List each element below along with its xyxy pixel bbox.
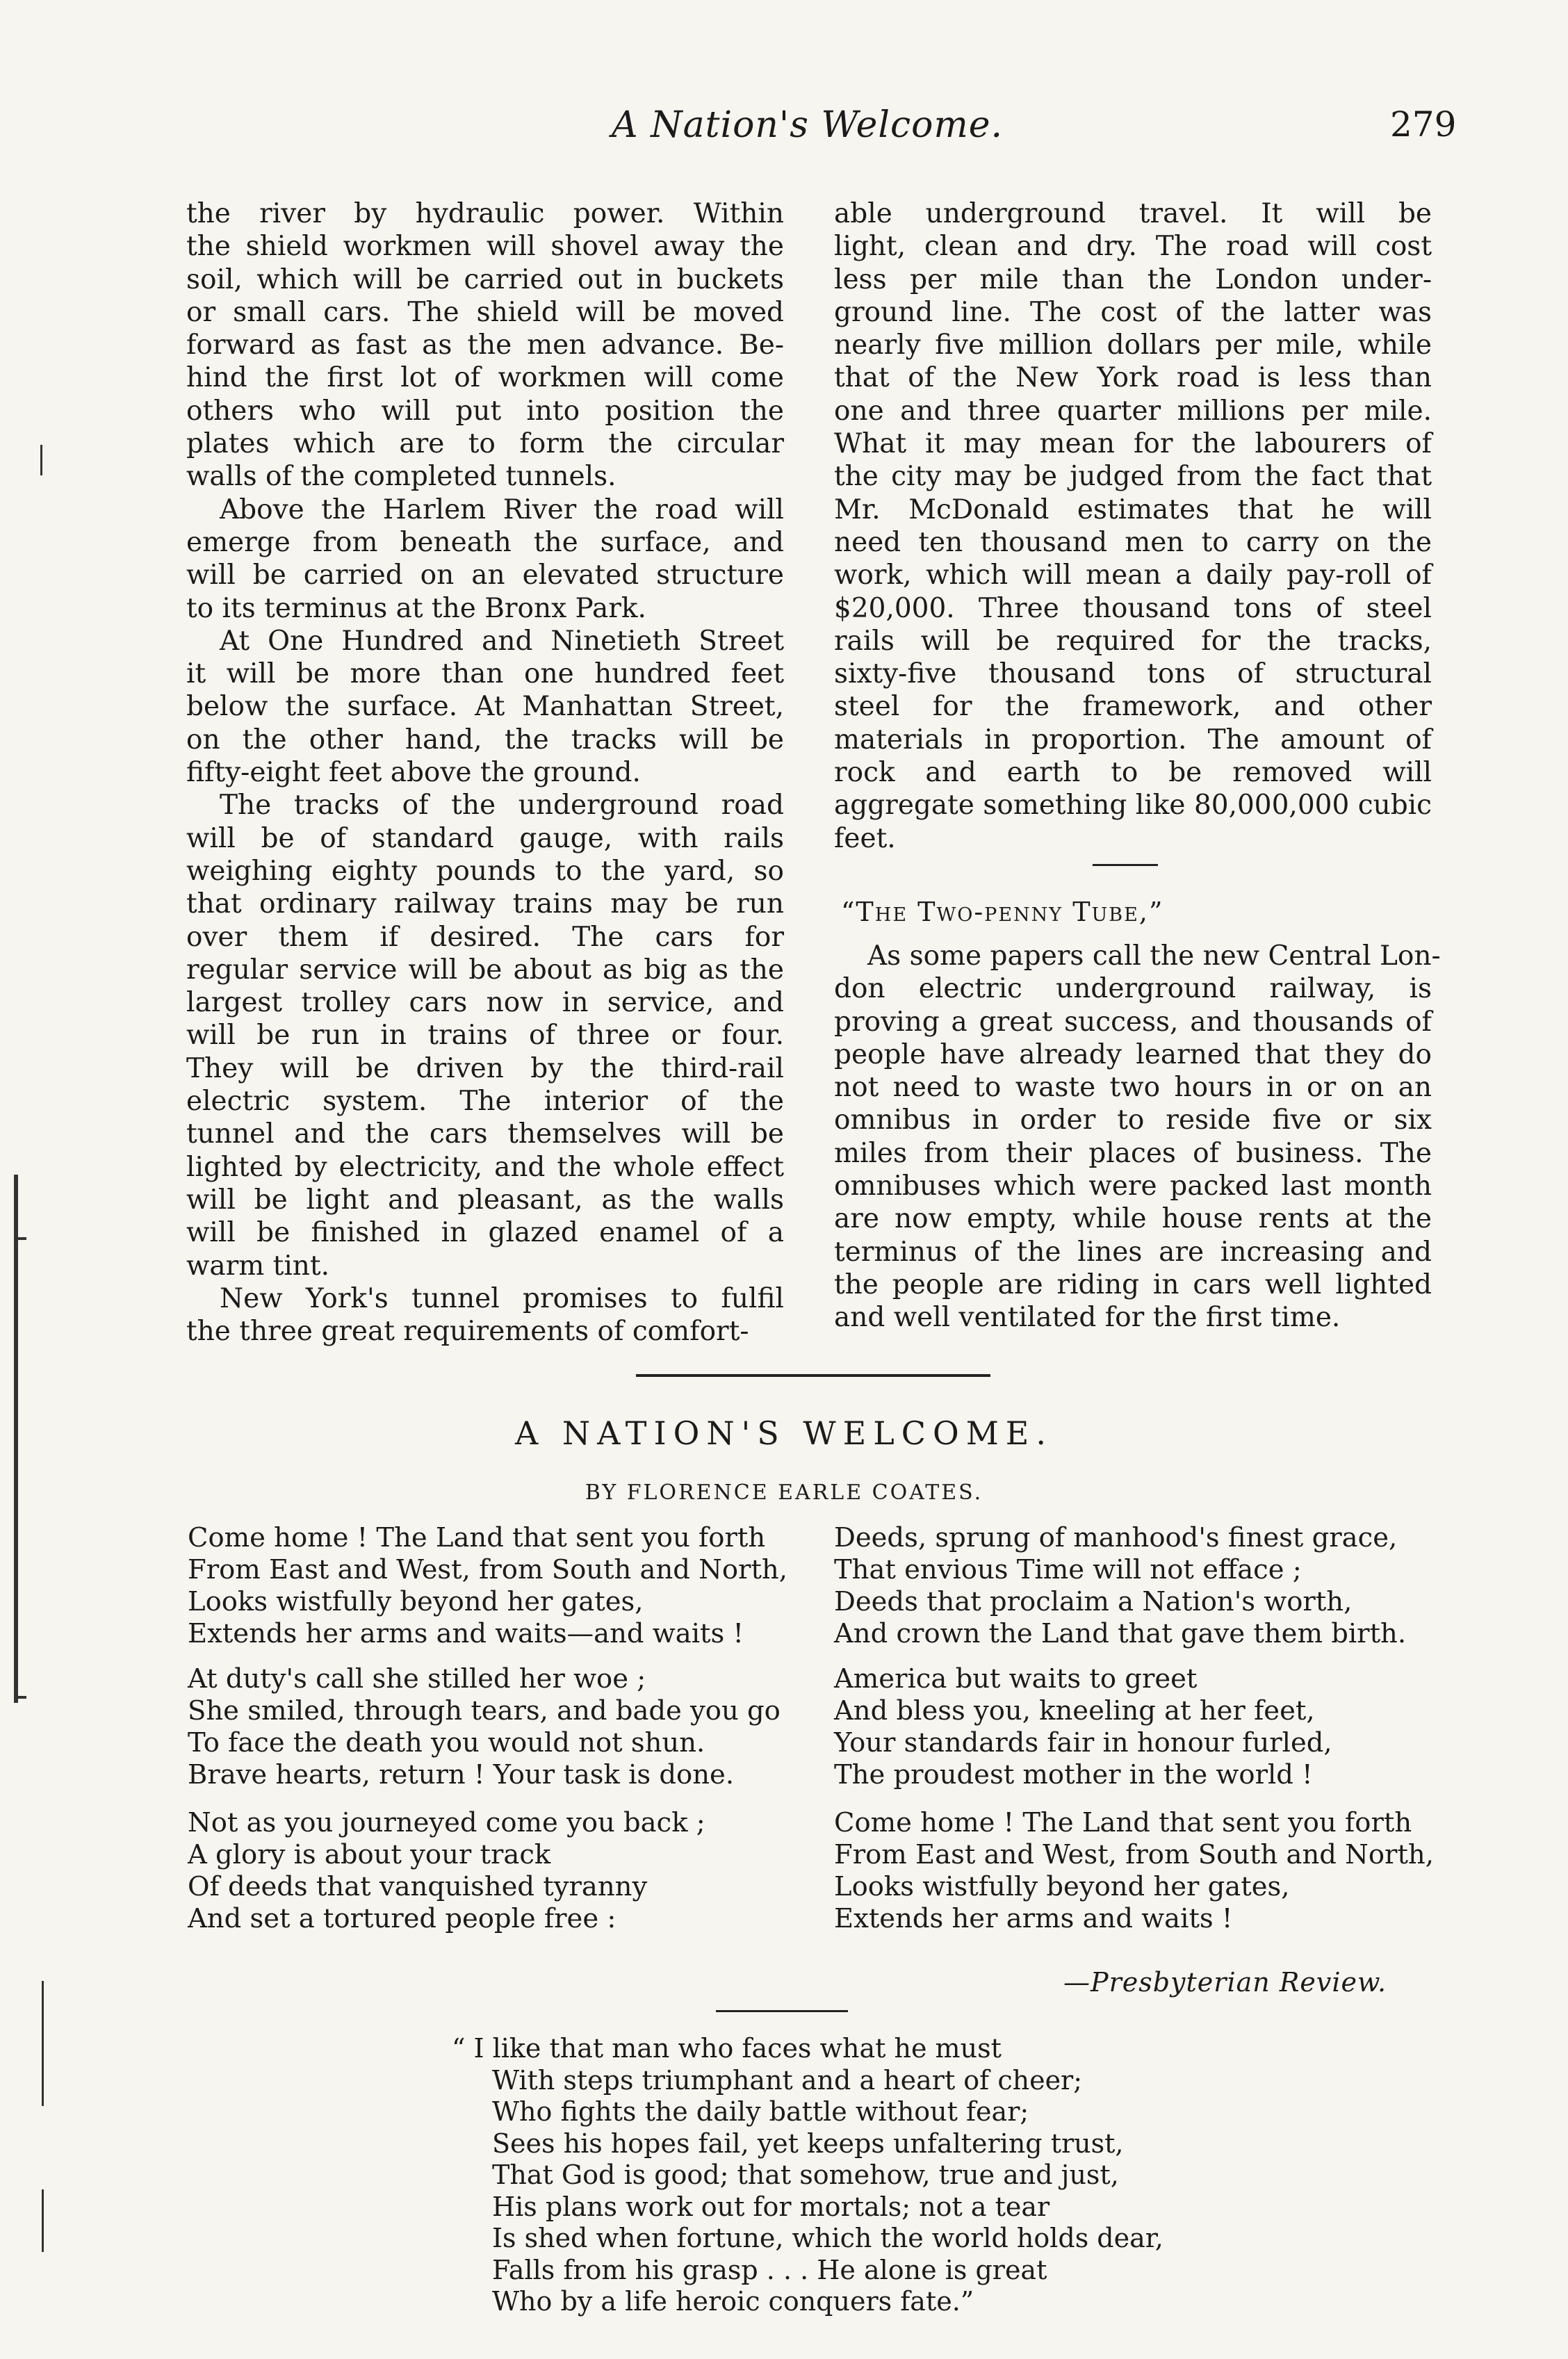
binding-tick-mark [40,445,42,475]
text-line: lighted by electricity, and the whole effect [186,1151,784,1183]
text-line: forward as fast as the men advance. Be- [186,329,784,361]
paragraph [834,940,1441,1334]
text-line: New York's tunnel promises to fulfil [220,1282,784,1314]
left-article-column [186,197,784,1348]
text-line: or small cars. The shield will be moved [186,296,784,328]
text-line: on the other hand, the tracks will be [186,724,784,756]
poem-stanza [188,1663,781,1791]
text-line: are now empty, while house rents at the [834,1203,1432,1235]
binding-tick-mark [42,2189,44,2252]
poem-line: Deeds that proclaim a Nation's worth, [834,1586,1353,1617]
quote-divider [716,2010,848,2012]
binding-tick-mark [18,1696,26,1699]
text-line: regular service will be about as big as the [186,954,784,986]
text-line: below the surface. At Manhattan Street, [186,691,784,723]
text-line: light, clean and dry. The road will cost [834,231,1432,263]
text-line: omnibuses which were packed last month [834,1170,1432,1202]
quote-line: Who by a life heroic conquers fate.” [492,2286,974,2317]
text-line: $20,000. Three thousand tons of steel [834,592,1432,624]
text-line: the three great requirements of comfort- [186,1316,749,1348]
quote-line: Falls from his grasp . . . He alone is great [492,2254,1047,2285]
text-line: omnibus in order to reside five or six [834,1104,1432,1136]
text-line: weighing eighty pounds to the yard, so [186,855,784,887]
poem-line: Your standards fair in honour furled, [834,1727,1332,1758]
text-line: will be run in trains of three or four. [186,1020,784,1052]
poem-byline: BY FLORENCE EARLE COATES. [585,1480,983,1505]
closing-quote [452,2033,1163,2318]
poem-line: America but waits to greet [834,1663,1198,1695]
text-line: The tracks of the underground road [220,790,784,822]
binding-tick-mark [18,1237,26,1240]
quote-line: “ I like that man who faces what he must [452,2033,1002,2064]
poem-line: Deeds, sprung of manhood's finest grace, [834,1522,1398,1553]
text-line: will be of standard gauge, with rails [186,822,784,854]
paragraph [834,197,1432,855]
text-line: that of the New York road is less than [834,362,1432,394]
poem-line: From East and West, from South and North, [834,1839,1434,1870]
quote-line: With steps triumphant and a heart of cheer; [492,2064,1083,2096]
text-line: tunnel and the cars themselves will be [186,1118,784,1150]
poem-line: Come home ! The Land that sent you forth [188,1522,766,1553]
text-line: nearly five million dollars per mile, while [834,329,1432,361]
text-line: steel for the framework, and other [834,691,1432,723]
section-divider-short [1093,864,1158,866]
text-line: need ten thousand men to carry on the [834,526,1432,558]
paragraph [186,625,784,789]
text-line: work, which will mean a daily pay-roll of [834,560,1432,591]
poem-line: A glory is about your track [188,1839,551,1870]
text-line: terminus of the lines are increasing and [834,1236,1432,1268]
text-line: the city may be judged from the fact that [834,461,1432,493]
poem-line: Extends her arms and waits ! [834,1903,1233,1934]
paragraph [186,197,784,493]
poem-attribution: —Presbyterian Review. [1063,1967,1387,1998]
text-line: sixty-five thousand tons of structural [834,658,1432,690]
text-line: soil, which will be carried out in buckets [186,263,784,295]
text-line: ground line. The cost of the latter was [834,296,1432,328]
text-line: rock and earth to be removed will [834,757,1432,789]
text-line: Above the Harlem River the road will [220,493,784,525]
poem-line: From East and West, from South and North, [188,1554,787,1585]
text-line: others who will put into position the [186,395,784,427]
text-line: it will be more than one hundred feet [186,658,784,690]
text-line: What it may mean for the labourers of [834,428,1432,460]
text-line: will be carried on an elevated structure [186,560,784,591]
poem-line: Come home ! The Land that sent you forth [834,1807,1412,1838]
poem-line: Not as you journeyed come you back ; [188,1807,705,1838]
text-line: the people are riding in cars well lighted [834,1268,1432,1300]
text-line: less per mile than the London under- [834,263,1432,295]
text-line: At One Hundred and Ninetieth Street [220,625,784,657]
poem-line: And bless you, kneeling at her feet, [834,1695,1315,1727]
text-line: electric system. The interior of the [186,1086,784,1118]
poem-stanza [834,1807,1434,1935]
page-number: 279 [1390,104,1457,145]
text-line: people have already learned that they do [834,1038,1432,1070]
binding-tick-mark [42,1981,44,2106]
text-line: They will be driven by the third-rail [186,1052,784,1084]
quote-line: Who fights the daily battle without fear; [492,2096,1029,2127]
poem-line: Looks wistfully beyond her gates, [188,1586,644,1617]
poem-stanza [834,1522,1406,1650]
text-line: the shield workmen will shovel away the [186,231,784,263]
quote-line: Sees his hopes fail, yet keeps unfaltering trust, [492,2128,1124,2159]
text-line: aggregate something like 80,000,000 cubic [834,790,1432,822]
poem-line: Looks wistfully beyond her gates, [834,1871,1290,1902]
text-line: rails will be required for the tracks, [834,625,1432,657]
text-line: largest trolley cars now in service, and [186,987,784,1019]
section-divider [636,1374,990,1377]
text-line: miles from their places of business. The [834,1137,1432,1169]
poem-stanza [834,1663,1332,1791]
text-line: plates which are to form the circular [186,428,784,460]
poem-line: She smiled, through tears, and bade you go [188,1695,781,1727]
text-line: hind the first lot of workmen will come [186,362,784,394]
poem-line: That envious Time will not efface ; [834,1554,1302,1585]
text-line: that ordinary railway trains may be run [186,888,784,920]
right-article-column [834,197,1432,855]
poem-line: Extends her arms and waits—and waits ! [188,1618,744,1649]
text-line: walls of the completed tunnels. [186,461,616,493]
paragraph [186,1282,784,1348]
paragraph [186,493,784,625]
text-line: fifty-eight feet above the ground. [186,757,641,789]
two-penny-tube-heading: “The Two-penny Tube,” [841,897,1164,927]
two-penny-tube-column [834,940,1441,1334]
poem-stanza [188,1807,705,1935]
poem-line: At duty's call she stilled her woe ; [188,1663,646,1695]
poem-line: And set a tortured people free : [188,1903,616,1934]
poem-line: And crown the Land that gave them birth. [834,1618,1407,1649]
text-line: not need to waste two hours in or on an [834,1072,1432,1104]
poem-line: The proudest mother in the world ! [834,1759,1313,1790]
text-line: will be finished in glazed enamel of a [186,1217,784,1249]
text-line: the river by hydraulic power. Within [186,198,784,229]
text-line: Mr. McDonald estimates that he will [834,493,1432,525]
text-line: to its terminus at the Bronx Park. [186,592,646,624]
text-line: As some papers call the new Central Lon- [867,940,1441,972]
running-header-title: A Nation's Welcome. [612,104,1004,146]
text-line: and well ventilated for the first time. [834,1302,1341,1334]
text-line: warm tint. [186,1250,329,1282]
poem-line: To face the death you would not shun. [188,1727,705,1758]
text-line: will be light and pleasant, as the walls [186,1184,784,1216]
quote-line: Is shed when fortune, which the world holds dear, [492,2223,1163,2253]
text-line: over them if desired. The cars for [186,921,784,953]
poem-stanza [188,1522,787,1650]
quote-line: His plans work out for mortals; not a tear [492,2191,1050,2222]
text-line: materials in proportion. The amount of [834,724,1432,756]
text-line: one and three quarter millions per mile. [834,395,1432,427]
text-line: emerge from beneath the surface, and [186,526,784,558]
paragraph [186,789,784,1282]
text-line: feet. [834,822,896,854]
poem-line: Brave hearts, return ! Your task is done. [188,1759,735,1790]
poem-title: A NATION'S WELCOME. [514,1414,1053,1452]
binding-bracket-mark [14,1175,18,1703]
text-line: proving a great success, and thousands of [834,1006,1432,1038]
poem-line: Of deeds that vanquished tyranny [188,1871,648,1902]
quote-line: That God is good; that somehow, true and just, [492,2160,1119,2190]
text-line: don electric underground railway, is [834,973,1432,1005]
text-line: able underground travel. It will be [834,198,1432,229]
